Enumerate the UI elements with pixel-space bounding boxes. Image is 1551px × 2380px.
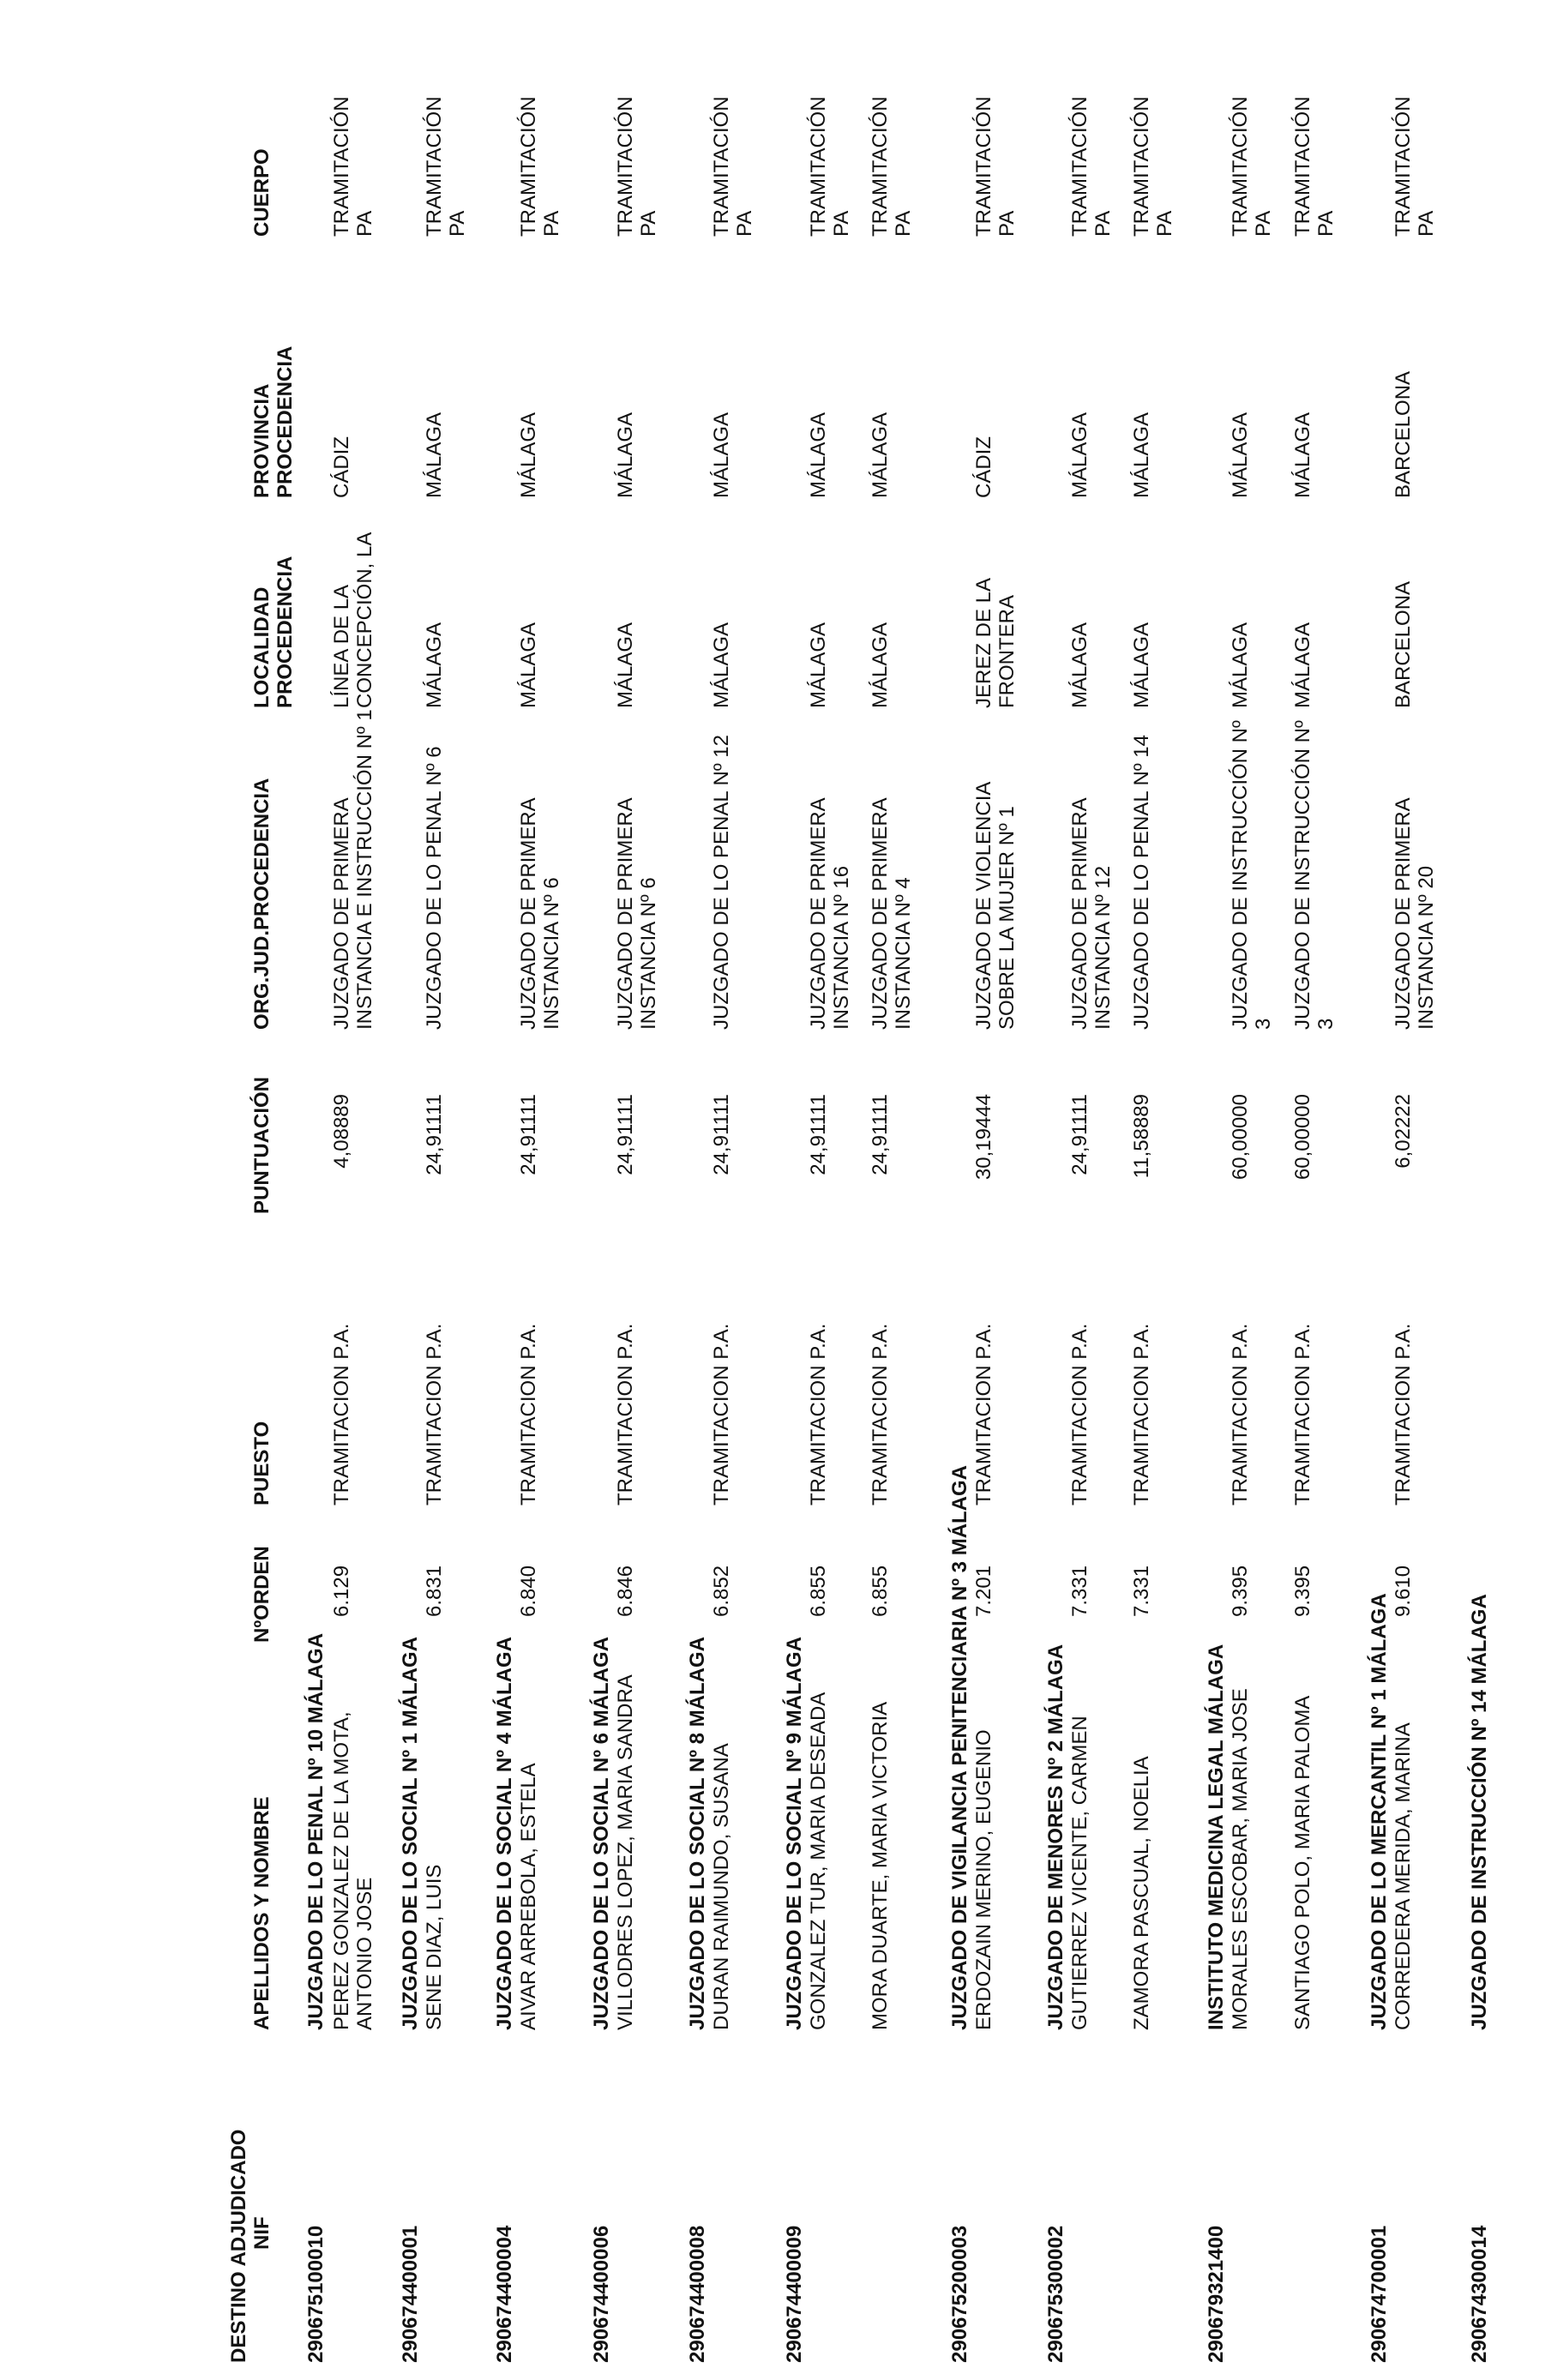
destino-nif: 290674400009 <box>783 2225 806 2363</box>
row-localidad-procedencia: MÁLAGA <box>1291 622 1314 708</box>
row-org-jud-procedencia: JUZGADO DE PRIMERA <box>614 797 637 1030</box>
row-apellidos-nombre: DURAN RAIMUNDO, SUSANA <box>710 1743 733 2030</box>
header-localidad-procedencia-2: PROCEDENCIA <box>274 556 297 708</box>
row-cuerpo: TRAMITACIÓN <box>710 96 733 237</box>
row-cuerpo: TRAMITACIÓN <box>1130 96 1153 237</box>
row-puntuacion: 30,19444 <box>972 1094 995 1181</box>
row-puntuacion: 6,02222 <box>1392 1094 1415 1169</box>
row-org-jud-procedencia: 3 <box>1314 1018 1338 1030</box>
row-apellidos-nombre: PEREZ GONZALEZ DE LA MOTA, <box>330 1711 353 2030</box>
row-org-jud-procedencia: INSTANCIA Nº 20 <box>1415 865 1438 1030</box>
destino-name: JUZGADO DE LO SOCIAL Nº 9 MÁLAGA <box>783 1636 806 2030</box>
row-provincia-procedencia: MÁLAGA <box>614 412 637 498</box>
row-org-jud-procedencia: JUZGADO DE VIOLENCIA <box>972 781 995 1030</box>
row-provincia-procedencia: CÁDIZ <box>972 436 995 498</box>
row-localidad-procedencia: FRONTERA <box>995 595 1019 708</box>
header-provincia-procedencia-2: PROCEDENCIA <box>274 346 297 498</box>
row-localidad-procedencia: MÁLAGA <box>869 622 892 708</box>
row-provincia-procedencia: MÁLAGA <box>423 412 446 498</box>
row-localidad-procedencia: MÁLAGA <box>423 622 446 708</box>
row-norden: 6.855 <box>807 1565 830 1617</box>
row-provincia-procedencia: BARCELONA <box>1392 370 1415 498</box>
row-norden: 9.610 <box>1392 1565 1415 1617</box>
row-org-jud-procedencia: INSTANCIA Nº 4 <box>892 877 915 1030</box>
row-cuerpo: TRAMITACIÓN <box>807 96 830 237</box>
row-provincia-procedencia: CÁDIZ <box>330 436 353 498</box>
row-norden: 9.395 <box>1229 1565 1252 1617</box>
row-puntuacion: 24,91111 <box>517 1094 540 1175</box>
row-apellidos-nombre: GUTIERREZ VICENTE, CARMEN <box>1068 1716 1091 2030</box>
row-norden: 7.331 <box>1130 1565 1153 1617</box>
row-apellidos-nombre: ERDOZAIN MERINO, EUGENIO <box>972 1729 995 2030</box>
row-provincia-procedencia: MÁLAGA <box>517 412 540 498</box>
row-cuerpo: TRAMITACIÓN <box>1291 96 1314 237</box>
row-cuerpo: TRAMITACIÓN <box>1392 96 1415 237</box>
row-puntuacion: 24,91111 <box>710 1094 733 1175</box>
row-apellidos-nombre: MORALES ESCOBAR, MARIA JOSE <box>1229 1688 1252 2030</box>
row-puntuacion: 11,58889 <box>1130 1094 1153 1179</box>
row-cuerpo: PA <box>995 210 1019 237</box>
row-puesto: TRAMITACION P.A. <box>869 1323 892 1506</box>
row-apellidos-nombre: GONZALEZ TUR, MARIA DESEADA <box>807 1692 830 2030</box>
row-org-jud-procedencia: JUZGADO DE PRIMERA <box>1392 797 1415 1030</box>
row-org-jud-procedencia: 3 <box>1252 1018 1275 1030</box>
row-localidad-procedencia: LÍNEA DE LA <box>330 584 353 708</box>
row-puntuacion: 24,91111 <box>869 1094 892 1175</box>
row-puesto: TRAMITACION P.A. <box>1392 1323 1415 1506</box>
destino-nif: 290675200003 <box>948 2225 971 2363</box>
row-org-jud-procedencia: INSTANCIA E INSTRUCCIÓN Nº 1 <box>353 709 376 1030</box>
row-cuerpo: TRAMITACIÓN <box>614 96 637 237</box>
row-puntuacion: 4,08889 <box>330 1094 353 1169</box>
row-puesto: TRAMITACION P.A. <box>1130 1323 1153 1506</box>
row-puesto: TRAMITACION P.A. <box>710 1323 733 1506</box>
row-provincia-procedencia: MÁLAGA <box>1068 412 1091 498</box>
row-cuerpo: TRAMITACIÓN <box>1068 96 1091 237</box>
row-puesto: TRAMITACION P.A. <box>423 1323 446 1506</box>
row-provincia-procedencia: MÁLAGA <box>710 412 733 498</box>
row-org-jud-procedencia: JUZGADO DE LO PENAL Nº 12 <box>710 735 733 1030</box>
row-org-jud-procedencia: JUZGADO DE PRIMERA <box>1068 797 1091 1030</box>
destino-name: JUZGADO DE LO SOCIAL Nº 8 MÁLAGA <box>686 1636 709 2030</box>
row-cuerpo: PA <box>540 210 563 237</box>
row-norden: 6.129 <box>330 1565 353 1617</box>
destino-nif: 290674400006 <box>590 2225 613 2363</box>
row-puesto: TRAMITACION P.A. <box>614 1323 637 1506</box>
row-cuerpo: PA <box>1153 210 1176 237</box>
row-org-jud-procedencia: INSTANCIA Nº 16 <box>830 865 853 1030</box>
row-puesto: TRAMITACION P.A. <box>1229 1323 1252 1506</box>
row-cuerpo: TRAMITACIÓN <box>869 96 892 237</box>
row-puesto: TRAMITACION P.A. <box>330 1323 353 1506</box>
row-cuerpo: PA <box>1415 210 1438 237</box>
destino-nif: 290674300014 <box>1468 2225 1491 2363</box>
row-puntuacion: 24,91111 <box>614 1094 637 1175</box>
row-localidad-procedencia: MÁLAGA <box>517 622 540 708</box>
row-cuerpo: TRAMITACIÓN <box>517 96 540 237</box>
row-apellidos-nombre: ZAMORA PASCUAL, NOELIA <box>1130 1756 1153 2030</box>
row-puesto: TRAMITACION P.A. <box>1291 1323 1314 1506</box>
row-cuerpo: PA <box>892 210 915 237</box>
row-apellidos-nombre: SANTIAGO POLO, MARIA PALOMA <box>1291 1695 1314 2030</box>
header-nif: NIF <box>250 2216 274 2250</box>
destino-name: JUZGADO DE MENORES Nº 2 MÁLAGA <box>1044 1644 1067 2030</box>
row-puntuacion: 60,00000 <box>1291 1094 1314 1181</box>
row-cuerpo: PA <box>1252 210 1275 237</box>
row-cuerpo: PA <box>446 210 469 237</box>
row-localidad-procedencia: MÁLAGA <box>807 622 830 708</box>
row-norden: 6.852 <box>710 1565 733 1617</box>
row-localidad-procedencia: JEREZ DE LA <box>972 577 995 708</box>
row-cuerpo: TRAMITACIÓN <box>1229 96 1252 237</box>
row-cuerpo: PA <box>830 210 853 237</box>
header-provincia-procedencia-1: PROVINCIA <box>250 383 274 498</box>
header-apellidos-nombre: APELLIDOS Y NOMBRE <box>250 1796 274 2030</box>
row-org-jud-procedencia: INSTANCIA Nº 12 <box>1091 865 1115 1030</box>
destino-nif: 290679321400 <box>1205 2225 1228 2363</box>
row-provincia-procedencia: MÁLAGA <box>1291 412 1314 498</box>
header-cuerpo: CUERPO <box>250 148 274 237</box>
row-puesto: TRAMITACION P.A. <box>807 1323 830 1506</box>
row-localidad-procedencia: MÁLAGA <box>1229 622 1252 708</box>
row-apellidos-nombre: AIVAR ARREBOLA, ESTELA <box>517 1763 540 2030</box>
row-org-jud-procedencia: JUZGADO DE PRIMERA <box>869 797 892 1030</box>
row-puntuacion: 60,00000 <box>1229 1094 1252 1181</box>
destino-name: JUZGADO DE INSTRUCCIÓN Nº 14 MÁLAGA <box>1468 1594 1491 2030</box>
row-localidad-procedencia: BARCELONA <box>1392 580 1415 708</box>
header-localidad-procedencia-1: LOCALIDAD <box>250 586 274 708</box>
header-puntuacion: PUNTUACIÓN <box>250 1077 274 1214</box>
row-provincia-procedencia: MÁLAGA <box>807 412 830 498</box>
row-norden: 9.395 <box>1291 1565 1314 1617</box>
row-localidad-procedencia: MÁLAGA <box>1130 622 1153 708</box>
destino-name: JUZGADO DE VIGILANCIA PENITENCIARIA Nº 3 MÁLAGA <box>948 1464 971 2030</box>
row-puntuacion: 24,91111 <box>1068 1094 1091 1175</box>
row-norden: 6.831 <box>423 1565 446 1617</box>
row-norden: 6.855 <box>869 1565 892 1617</box>
row-norden: 6.840 <box>517 1565 540 1617</box>
row-norden: 7.201 <box>972 1565 995 1617</box>
row-cuerpo: PA <box>353 210 376 237</box>
row-cuerpo: PA <box>1314 210 1338 237</box>
destino-name: INSTITUTO MEDICINA LEGAL MÁLAGA <box>1205 1644 1228 2030</box>
row-provincia-procedencia: MÁLAGA <box>1130 412 1153 498</box>
header-norden: NºORDEN <box>250 1546 274 1643</box>
row-cuerpo: TRAMITACIÓN <box>423 96 446 237</box>
row-puesto: TRAMITACION P.A. <box>517 1323 540 1506</box>
destino-nif: 290674400001 <box>399 2225 422 2363</box>
row-org-jud-procedencia: JUZGADO DE PRIMERA <box>330 797 353 1030</box>
row-norden: 7.331 <box>1068 1565 1091 1617</box>
row-localidad-procedencia: CONCEPCIÓN, LA <box>353 532 376 708</box>
destino-nif: 290675100010 <box>304 2225 328 2363</box>
destino-nif: 290675300002 <box>1044 2225 1067 2363</box>
row-cuerpo: PA <box>1091 210 1115 237</box>
destino-name: JUZGADO DE LO SOCIAL Nº 4 MÁLAGA <box>493 1636 516 2030</box>
row-org-jud-procedencia: JUZGADO DE LO PENAL Nº 6 <box>423 746 446 1030</box>
destino-name: JUZGADO DE LO PENAL Nº 10 MÁLAGA <box>304 1632 328 2030</box>
row-apellidos-nombre: SENE DIAZ, LUIS <box>423 1864 446 2030</box>
row-puntuacion: 24,91111 <box>423 1094 446 1175</box>
row-org-jud-procedencia: JUZGADO DE INSTRUCCIÓN Nº <box>1229 720 1252 1030</box>
destino-name: JUZGADO DE LO MERCANTIL Nº 1 MÁLAGA <box>1368 1593 1391 2030</box>
row-puesto: TRAMITACION P.A. <box>1068 1323 1091 1506</box>
destino-name: JUZGADO DE LO SOCIAL Nº 6 MÁLAGA <box>590 1636 613 2030</box>
destino-adjudicado-heading: DESTINO ADJUDICADO <box>227 2129 250 2363</box>
row-org-jud-procedencia: JUZGADO DE PRIMERA <box>517 797 540 1030</box>
row-org-jud-procedencia: INSTANCIA Nº 6 <box>540 877 563 1030</box>
destino-nif: 290674400008 <box>686 2225 709 2363</box>
row-norden: 6.846 <box>614 1565 637 1617</box>
row-org-jud-procedencia: INSTANCIA Nº 6 <box>637 877 660 1030</box>
row-cuerpo: TRAMITACIÓN <box>330 96 353 237</box>
destino-name: JUZGADO DE LO SOCIAL Nº 1 MÁLAGA <box>399 1636 422 2030</box>
row-provincia-procedencia: MÁLAGA <box>1229 412 1252 498</box>
header-puesto: PUESTO <box>250 1421 274 1506</box>
header-org-jud-procedencia: ORG.JUD.PROCEDENCIA <box>250 778 274 1030</box>
row-org-jud-procedencia: JUZGADO DE INSTRUCCIÓN Nº <box>1291 720 1314 1030</box>
row-puesto: TRAMITACION P.A. <box>972 1323 995 1506</box>
row-localidad-procedencia: MÁLAGA <box>614 622 637 708</box>
row-puntuacion: 24,91111 <box>807 1094 830 1175</box>
row-localidad-procedencia: MÁLAGA <box>710 622 733 708</box>
destino-nif: 290674700001 <box>1368 2225 1391 2363</box>
row-cuerpo: PA <box>733 210 756 237</box>
row-apellidos-nombre: MORA DUARTE, MARIA VICTORIA <box>869 1701 892 2030</box>
row-apellidos-nombre: CORREDERA MERIDA, MARINA <box>1392 1722 1415 2030</box>
row-apellidos-nombre: ANTONIO JOSE <box>353 1877 376 2030</box>
row-provincia-procedencia: MÁLAGA <box>869 412 892 498</box>
row-apellidos-nombre: VILLODRES LOPEZ, MARIA SANDRA <box>614 1674 637 2030</box>
row-cuerpo: PA <box>637 210 660 237</box>
row-cuerpo: TRAMITACIÓN <box>972 96 995 237</box>
row-org-jud-procedencia: JUZGADO DE LO PENAL Nº 14 <box>1130 735 1153 1030</box>
row-org-jud-procedencia: JUZGADO DE PRIMERA <box>807 797 830 1030</box>
row-localidad-procedencia: MÁLAGA <box>1068 622 1091 708</box>
row-org-jud-procedencia: SOBRE LA MUJER Nº 1 <box>995 806 1019 1030</box>
destino-nif: 290674400004 <box>493 2225 516 2363</box>
